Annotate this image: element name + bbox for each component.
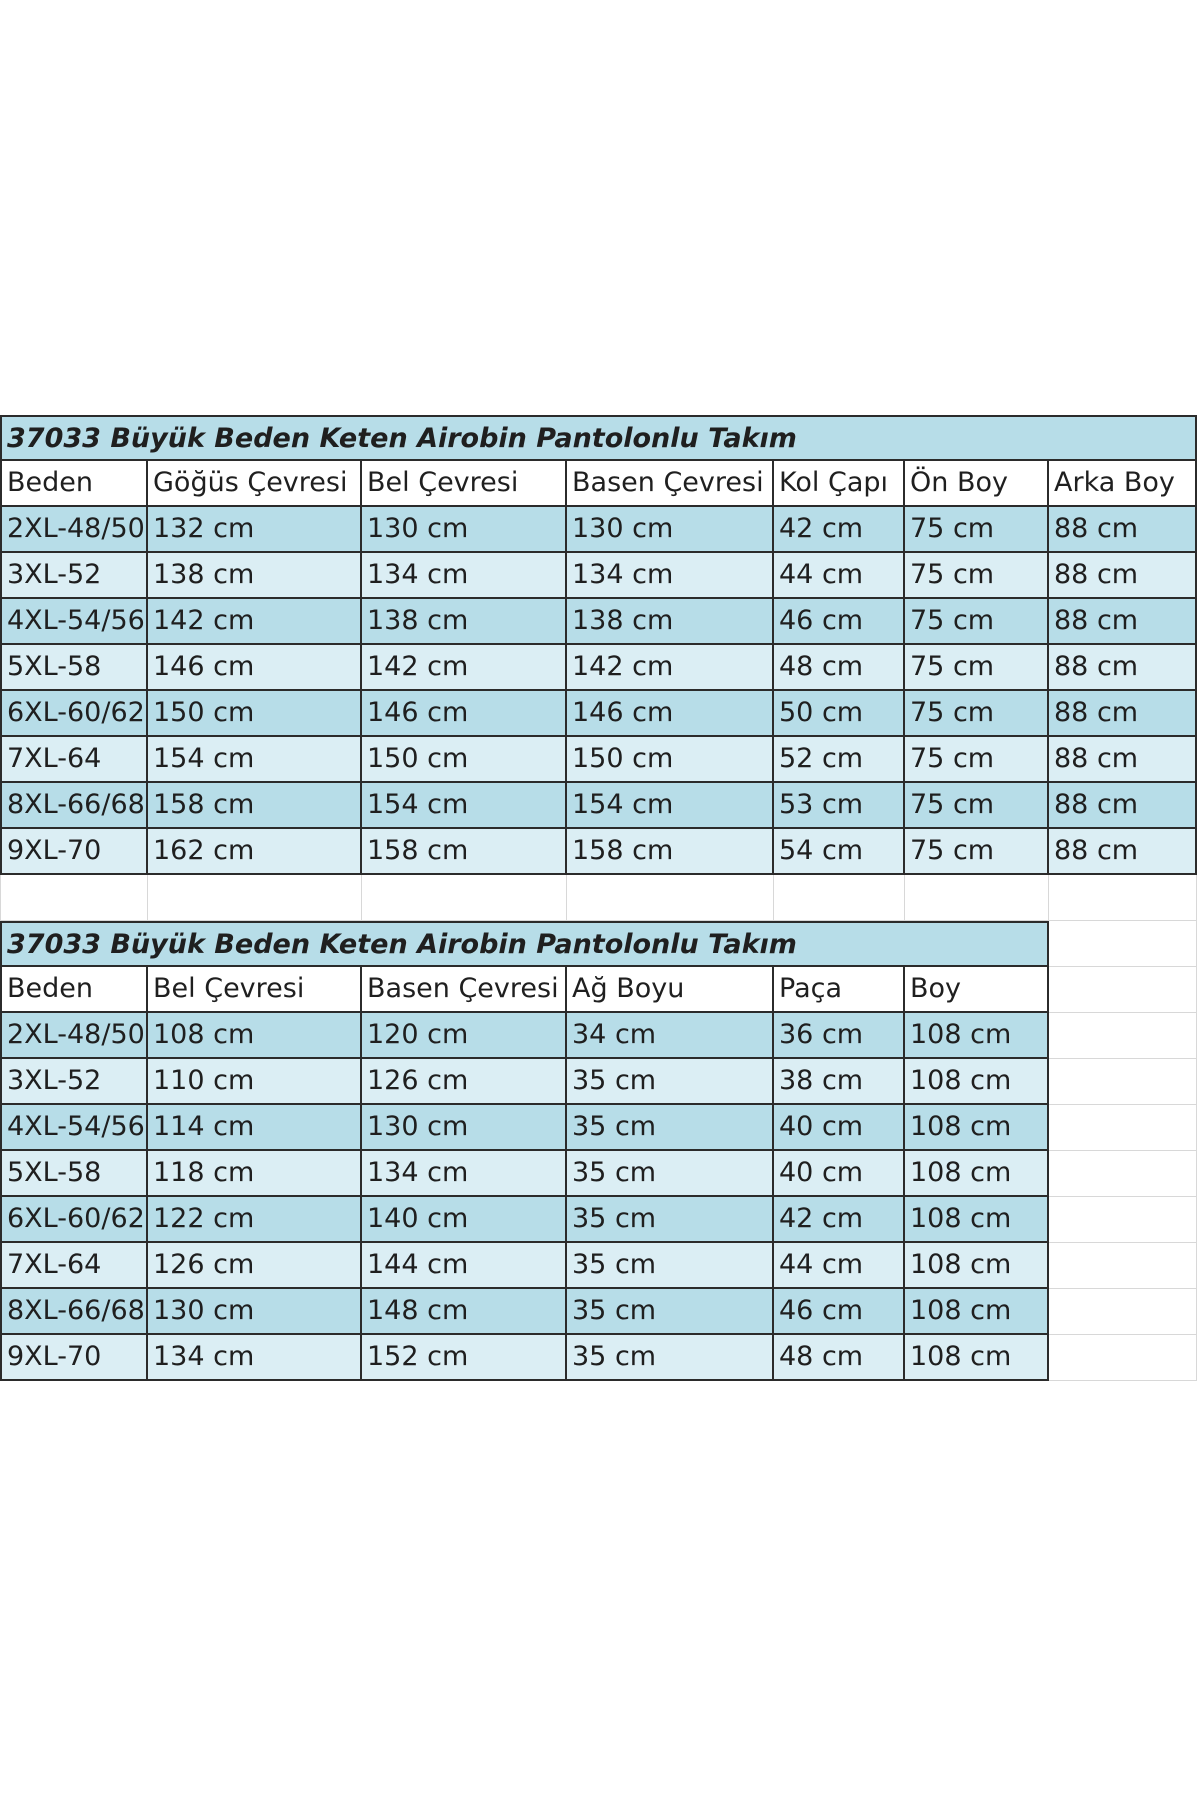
value-cell: 35 cm xyxy=(567,1289,774,1335)
table-title-row xyxy=(0,415,1200,461)
value-cell: 134 cm xyxy=(362,1151,567,1197)
value-cell: 146 cm xyxy=(362,691,567,737)
value-cell: 46 cm xyxy=(774,1289,905,1335)
value-cell: 158 cm xyxy=(362,829,567,875)
table-row xyxy=(0,645,1200,691)
value-cell: 108 cm xyxy=(905,1289,1049,1335)
table-row xyxy=(0,829,1200,875)
value-cell: 148 cm xyxy=(362,1289,567,1335)
value-cell: 88 cm xyxy=(1049,599,1197,645)
table-title: 37033 Büyük Beden Keten Airobin Pantolonlu Takım xyxy=(0,921,1049,967)
value-cell: 75 cm xyxy=(905,691,1049,737)
header-cell: Arka Boy xyxy=(1049,461,1197,507)
empty-cell xyxy=(362,875,567,921)
table-row xyxy=(0,1059,1200,1105)
table-row xyxy=(0,1151,1200,1197)
value-cell: 52 cm xyxy=(774,737,905,783)
header-cell: Ön Boy xyxy=(905,461,1049,507)
size-cell: 5XL-58 xyxy=(0,1151,148,1197)
empty-cell xyxy=(1049,1059,1197,1105)
value-cell: 35 cm xyxy=(567,1151,774,1197)
value-cell: 150 cm xyxy=(148,691,362,737)
size-cell: 8XL-66/68 xyxy=(0,1289,148,1335)
table-body xyxy=(0,507,1200,875)
value-cell: 108 cm xyxy=(905,1243,1049,1289)
value-cell: 150 cm xyxy=(567,737,774,783)
value-cell: 88 cm xyxy=(1049,829,1197,875)
value-cell: 152 cm xyxy=(362,1335,567,1381)
value-cell: 138 cm xyxy=(148,553,362,599)
table-row xyxy=(0,1105,1200,1151)
empty-cell xyxy=(1049,921,1197,967)
value-cell: 142 cm xyxy=(148,599,362,645)
value-cell: 75 cm xyxy=(905,737,1049,783)
empty-cell xyxy=(1049,1151,1197,1197)
value-cell: 108 cm xyxy=(905,1197,1049,1243)
table-row xyxy=(0,737,1200,783)
value-cell: 88 cm xyxy=(1049,737,1197,783)
value-cell: 154 cm xyxy=(148,737,362,783)
size-cell: 4XL-54/56 xyxy=(0,1105,148,1151)
value-cell: 108 cm xyxy=(905,1013,1049,1059)
value-cell: 130 cm xyxy=(362,507,567,553)
value-cell: 146 cm xyxy=(567,691,774,737)
table-title-row xyxy=(0,921,1200,967)
value-cell: 114 cm xyxy=(148,1105,362,1151)
value-cell: 75 cm xyxy=(905,829,1049,875)
header-cell: Bel Çevresi xyxy=(148,967,362,1013)
value-cell: 44 cm xyxy=(774,1243,905,1289)
value-cell: 88 cm xyxy=(1049,783,1197,829)
value-cell: 35 cm xyxy=(567,1197,774,1243)
header-row xyxy=(0,461,1200,507)
value-cell: 34 cm xyxy=(567,1013,774,1059)
value-cell: 110 cm xyxy=(148,1059,362,1105)
table-row xyxy=(0,553,1200,599)
value-cell: 48 cm xyxy=(774,645,905,691)
value-cell: 53 cm xyxy=(774,783,905,829)
value-cell: 142 cm xyxy=(362,645,567,691)
size-cell: 7XL-64 xyxy=(0,737,148,783)
table-row xyxy=(0,1335,1200,1381)
value-cell: 146 cm xyxy=(148,645,362,691)
empty-cell xyxy=(1049,875,1197,921)
empty-cell xyxy=(1049,1197,1197,1243)
empty-cell xyxy=(1049,1335,1197,1381)
value-cell: 158 cm xyxy=(567,829,774,875)
empty-cell xyxy=(1049,1105,1197,1151)
value-cell: 134 cm xyxy=(148,1335,362,1381)
value-cell: 88 cm xyxy=(1049,507,1197,553)
value-cell: 154 cm xyxy=(567,783,774,829)
value-cell: 126 cm xyxy=(362,1059,567,1105)
header-cell: Beden xyxy=(0,967,148,1013)
value-cell: 36 cm xyxy=(774,1013,905,1059)
empty-cell xyxy=(774,875,905,921)
value-cell: 75 cm xyxy=(905,645,1049,691)
header-cell: Kol Çapı xyxy=(774,461,905,507)
header-cell: Basen Çevresi xyxy=(567,461,774,507)
value-cell: 108 cm xyxy=(148,1013,362,1059)
value-cell: 88 cm xyxy=(1049,691,1197,737)
table-row xyxy=(0,1197,1200,1243)
value-cell: 144 cm xyxy=(362,1243,567,1289)
value-cell: 154 cm xyxy=(362,783,567,829)
value-cell: 138 cm xyxy=(362,599,567,645)
size-cell: 4XL-54/56 xyxy=(0,599,148,645)
header-cell: Ağ Boyu xyxy=(567,967,774,1013)
size-cell: 7XL-64 xyxy=(0,1243,148,1289)
blank-row xyxy=(0,875,1200,921)
value-cell: 75 cm xyxy=(905,783,1049,829)
value-cell: 75 cm xyxy=(905,507,1049,553)
size-cell: 3XL-52 xyxy=(0,553,148,599)
size-table-bottom xyxy=(0,921,1200,1381)
value-cell: 134 cm xyxy=(567,553,774,599)
value-cell: 130 cm xyxy=(148,1289,362,1335)
empty-cell xyxy=(567,875,774,921)
value-cell: 46 cm xyxy=(774,599,905,645)
empty-cell xyxy=(1049,1243,1197,1289)
header-cell: Basen Çevresi xyxy=(362,967,567,1013)
value-cell: 108 cm xyxy=(905,1105,1049,1151)
value-cell: 48 cm xyxy=(774,1335,905,1381)
value-cell: 44 cm xyxy=(774,553,905,599)
value-cell: 42 cm xyxy=(774,1197,905,1243)
size-table-top xyxy=(0,415,1200,921)
header-cell: Bel Çevresi xyxy=(362,461,567,507)
size-cell: 8XL-66/68 xyxy=(0,783,148,829)
empty-cell xyxy=(148,875,362,921)
value-cell: 108 cm xyxy=(905,1151,1049,1197)
table-row xyxy=(0,691,1200,737)
value-cell: 54 cm xyxy=(774,829,905,875)
size-cell: 6XL-60/62 xyxy=(0,691,148,737)
value-cell: 162 cm xyxy=(148,829,362,875)
value-cell: 120 cm xyxy=(362,1013,567,1059)
value-cell: 130 cm xyxy=(567,507,774,553)
header-cell: Beden xyxy=(0,461,148,507)
value-cell: 150 cm xyxy=(362,737,567,783)
table-row xyxy=(0,1243,1200,1289)
value-cell: 134 cm xyxy=(362,553,567,599)
table-row xyxy=(0,1289,1200,1335)
size-cell: 5XL-58 xyxy=(0,645,148,691)
value-cell: 50 cm xyxy=(774,691,905,737)
empty-cell xyxy=(1049,1013,1197,1059)
table-row xyxy=(0,507,1200,553)
empty-cell xyxy=(1049,967,1197,1013)
value-cell: 118 cm xyxy=(148,1151,362,1197)
value-cell: 40 cm xyxy=(774,1151,905,1197)
table-row xyxy=(0,783,1200,829)
size-cell: 2XL-48/50 xyxy=(0,1013,148,1059)
value-cell: 132 cm xyxy=(148,507,362,553)
table-title: 37033 Büyük Beden Keten Airobin Pantolonlu Takım xyxy=(0,415,1197,461)
value-cell: 140 cm xyxy=(362,1197,567,1243)
header-cell: Paça xyxy=(774,967,905,1013)
header-cell: Boy xyxy=(905,967,1049,1013)
header-row xyxy=(0,967,1200,1013)
value-cell: 108 cm xyxy=(905,1335,1049,1381)
size-cell: 2XL-48/50 xyxy=(0,507,148,553)
size-cell: 9XL-70 xyxy=(0,1335,148,1381)
value-cell: 40 cm xyxy=(774,1105,905,1151)
value-cell: 130 cm xyxy=(362,1105,567,1151)
value-cell: 142 cm xyxy=(567,645,774,691)
value-cell: 75 cm xyxy=(905,599,1049,645)
size-cell: 6XL-60/62 xyxy=(0,1197,148,1243)
value-cell: 38 cm xyxy=(774,1059,905,1105)
empty-cell xyxy=(1049,1289,1197,1335)
value-cell: 88 cm xyxy=(1049,553,1197,599)
value-cell: 35 cm xyxy=(567,1335,774,1381)
value-cell: 35 cm xyxy=(567,1105,774,1151)
table-row xyxy=(0,599,1200,645)
empty-cell xyxy=(0,875,148,921)
size-cell: 3XL-52 xyxy=(0,1059,148,1105)
table-row xyxy=(0,1013,1200,1059)
value-cell: 35 cm xyxy=(567,1243,774,1289)
size-cell: 9XL-70 xyxy=(0,829,148,875)
value-cell: 88 cm xyxy=(1049,645,1197,691)
table-body xyxy=(0,1013,1200,1381)
value-cell: 42 cm xyxy=(774,507,905,553)
value-cell: 75 cm xyxy=(905,553,1049,599)
empty-cell xyxy=(905,875,1049,921)
value-cell: 158 cm xyxy=(148,783,362,829)
value-cell: 35 cm xyxy=(567,1059,774,1105)
value-cell: 138 cm xyxy=(567,599,774,645)
value-cell: 126 cm xyxy=(148,1243,362,1289)
header-cell: Göğüs Çevresi xyxy=(148,461,362,507)
value-cell: 108 cm xyxy=(905,1059,1049,1105)
value-cell: 122 cm xyxy=(148,1197,362,1243)
